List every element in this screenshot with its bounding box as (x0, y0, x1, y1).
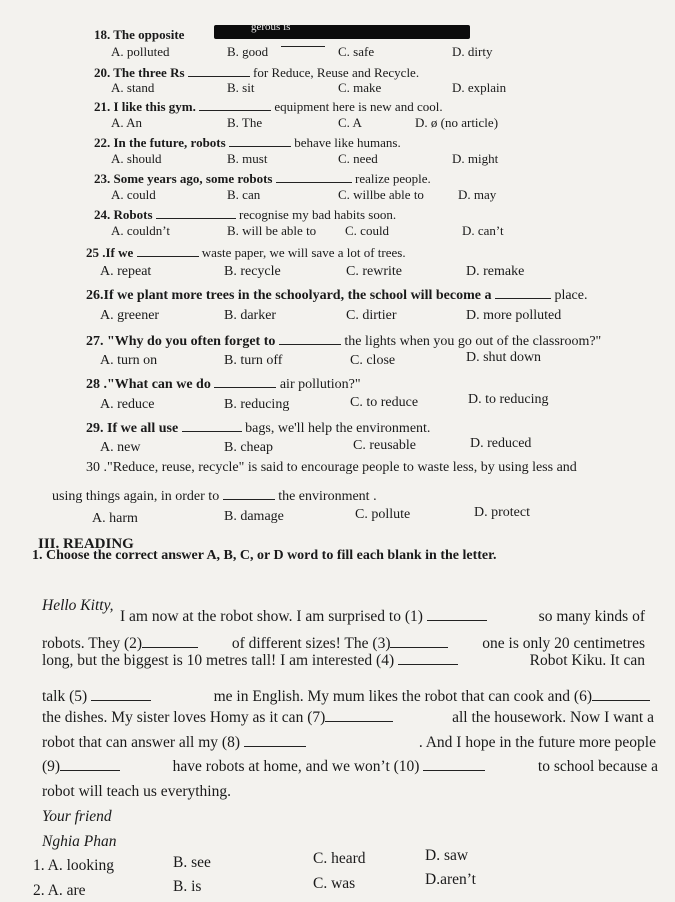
q28-option-a: A. reduce (100, 397, 155, 412)
q24-blank (156, 207, 236, 219)
letter-l4b: me in English. My mum likes the robot that can cook and (6) (213, 688, 592, 705)
letter-line-3-a (42, 653, 458, 669)
letter-l4a: talk (5) (42, 688, 88, 705)
q28-option-d: D. to reducing (468, 392, 549, 407)
q22-option-d: D. might (452, 151, 499, 166)
q29-stem-end: bags, we'll help the environment. (245, 421, 431, 436)
q23-option-a: A. could (111, 187, 156, 202)
blank-8 (244, 735, 306, 747)
blank-4 (398, 653, 458, 665)
letter-line-8: robot will teach us everything. (42, 783, 231, 800)
blank-5 (91, 689, 151, 701)
q27-option-b: B. turn off (224, 353, 283, 368)
q30-option-a: A. harm (92, 511, 138, 526)
letter-l2a: robots. They (2) (42, 635, 143, 652)
q21-stem-end: equipment here is new and cool. (274, 99, 443, 114)
q20-stem-start: 20. The three Rs (94, 65, 185, 80)
q27-option-c: C. close (350, 353, 396, 368)
blank-6 (592, 689, 650, 701)
blank-9 (60, 759, 120, 771)
letter-l5b: all the housework. Now I want a (452, 709, 654, 726)
q28-stem (86, 376, 361, 392)
letter-signature: Nghia Phan (42, 833, 117, 850)
letter-l5a: the dishes. My sister loves Homy as it can (7) (42, 709, 326, 726)
q22-stem (94, 135, 401, 149)
q29-option-c: C. reusable (353, 438, 416, 453)
q22-option-a: A. should (111, 151, 162, 166)
letter-closing: Your friend (42, 808, 112, 825)
q30-option-d: D. protect (474, 505, 530, 520)
letter-l6a: robot that can answer all my (8) (42, 734, 240, 751)
q18-option-d: D. dirty (452, 44, 493, 59)
blank-2 (142, 636, 198, 648)
q25-stem-start: 25 .If we (86, 245, 134, 260)
q22-option-b: B. must (227, 151, 268, 166)
reading-instruction: 1. Choose the correct answer A, B, C, or D word to fill each blank in the letter. (32, 548, 497, 563)
q21-blank (199, 99, 271, 111)
letter-line-4-a (42, 689, 151, 705)
q18-stem-start: 18. The opposite (94, 27, 185, 42)
letter-l7a: (9) (42, 758, 61, 775)
q28-stem-start: 28 ."What can we do (86, 377, 211, 392)
q21-stem-start: 21. I like this gym. (94, 99, 196, 114)
q22-stem-end: behave like humans. (294, 135, 401, 150)
q21-option-a: A. An (111, 115, 143, 130)
q26-stem-end: place. (554, 288, 588, 303)
letter-line-2-a (42, 636, 198, 652)
q29-option-b: B. cheap (224, 440, 273, 455)
letter-l2c: one is only 20 centimetres (482, 635, 645, 652)
letter-line-1-start (42, 609, 487, 625)
q28-blank (214, 376, 276, 388)
r1-option-b: B. see (173, 854, 211, 871)
q25-option-d: D. remake (466, 264, 525, 279)
q25-blank (137, 245, 199, 257)
q27-option-d: D. shut down (466, 350, 542, 365)
q23-stem-end: realize people. (355, 171, 431, 186)
q23-stem-start: 23. Some years ago, some robots (94, 171, 273, 186)
q30-line1 (86, 461, 577, 475)
letter-line-4 (42, 689, 650, 705)
q22-option-c: C. need (338, 151, 378, 166)
q25-option-a: A. repeat (100, 264, 152, 279)
r2-option-a: 2. A. are (33, 882, 86, 899)
q30-blank (223, 488, 275, 500)
blank-3 (390, 636, 448, 648)
q27-stem-end: the lights when you go out of the classroom?" (344, 334, 602, 349)
q21-option-b: B. The (227, 115, 263, 130)
blank-7 (325, 710, 393, 722)
q22-stem-start: 22. In the future, robots (94, 135, 226, 150)
q20-stem (94, 65, 419, 79)
q21-stem (94, 99, 443, 113)
q26-blank (495, 287, 551, 299)
section-heading: III. READING (38, 536, 134, 552)
q24-stem (94, 207, 396, 221)
q21-option-d: D. ø (no article) (415, 115, 499, 130)
q24-option-c: C. could (345, 223, 390, 238)
letter-line-6-a (42, 735, 306, 751)
q18-blank (281, 35, 325, 51)
q24-stem-start: 24. Robots (94, 207, 153, 222)
letter-line-7 (42, 759, 658, 775)
q30-option-c: C. pollute (355, 507, 411, 522)
letter-l3a: long, but the biggest is 10 metres tall! I am interested (4) (42, 652, 395, 669)
q30-line2-start: using things again, in order to (52, 489, 220, 504)
letter-l7b: have robots at home, and we won’t (10) (172, 758, 420, 775)
q24-option-a: A. couldn’t (111, 223, 170, 238)
r1-option-a: 1. A. looking (33, 857, 114, 874)
q30-line2 (52, 488, 377, 504)
letter-line-3 (42, 653, 645, 669)
letter-l6b: . And I hope in the future more people (418, 734, 656, 751)
letter-line-2-b (232, 636, 449, 652)
q27-option-a: A. turn on (100, 353, 158, 368)
q20-stem-end: for Reduce, Reuse and Recycle. (253, 65, 420, 80)
q28-option-b: B. reducing (224, 397, 290, 412)
q18-option-c: C. safe (338, 44, 375, 59)
q22-blank (229, 135, 291, 147)
r2-option-c: C. was (313, 875, 356, 892)
letter-line-2 (42, 636, 645, 652)
q18-option-a: A. polluted (111, 44, 170, 59)
q23-option-d: D. may (458, 187, 497, 202)
blank-1 (427, 609, 487, 621)
letter-line-5-a (42, 710, 393, 726)
q18-option-b: B. good (227, 44, 269, 59)
q23-option-b: B. can (227, 187, 261, 202)
q25-option-b: B. recycle (224, 264, 281, 279)
q27-stem (86, 333, 601, 349)
q23-option-c: C. willbe able to (338, 187, 424, 202)
q20-option-c: C. make (338, 80, 382, 95)
q29-option-a: A. new (100, 440, 141, 455)
q23-stem (94, 171, 431, 185)
q27-blank (279, 333, 341, 345)
q24-stem-end: recognise my bad habits soon. (239, 207, 397, 222)
q18-stem-partial: gerous is (251, 21, 291, 33)
letter-greeting: Hello Kitty, (42, 597, 114, 614)
letter-l1a: I am now at the robot show. I am surprised to (1) (120, 608, 423, 625)
letter-l2b: of different sizes! The (3) (231, 635, 391, 652)
r2-option-d: D.aren’t (425, 871, 476, 888)
q29-option-d: D. reduced (470, 436, 532, 451)
q26-stem (86, 287, 587, 303)
q29-stem-start: 29. If we all use (86, 421, 179, 436)
q20-option-d: D. explain (452, 80, 507, 95)
letter-l3b: Robot Kiku. It can (529, 652, 645, 669)
q21-option-c: C. A (338, 115, 362, 130)
q20-blank (188, 65, 250, 77)
letter-line-5 (42, 710, 654, 726)
q20-option-a: A. stand (111, 80, 155, 95)
q18-stem (94, 28, 184, 41)
q29-blank (182, 420, 242, 432)
letter-line-4-b (214, 689, 650, 705)
r1-option-d: D. saw (425, 847, 469, 864)
q29-stem (86, 420, 430, 436)
letter-line-7-b (173, 759, 486, 775)
letter-line-7-a (42, 759, 120, 775)
r2-option-b: B. is (173, 878, 202, 895)
q28-option-c: C. to reduce (350, 395, 419, 410)
r1-option-c: C. heard (313, 850, 366, 867)
q24-option-d: D. can’t (462, 223, 504, 238)
q27-stem-start: 27. "Why do you often forget to (86, 334, 276, 349)
q25-option-c: C. rewrite (346, 264, 402, 279)
q26-option-d: D. more polluted (466, 308, 562, 323)
q26-option-a: A. greener (100, 308, 160, 323)
q30-line2-end: the environment . (278, 489, 377, 504)
letter-line-1 (42, 609, 645, 625)
letter-line-6 (42, 735, 656, 751)
q26-option-c: C. dirtier (346, 308, 397, 323)
q28-stem-end: air pollution?" (279, 377, 361, 392)
q25-stem-end: waste paper, we will save a lot of trees. (201, 245, 406, 260)
q25-stem (86, 245, 406, 259)
q26-option-b: B. darker (224, 308, 277, 323)
letter-l1b: so many kinds of (538, 608, 645, 625)
q26-stem-start: 26.If we plant more trees in the schoolyard, the school will become a (86, 288, 492, 303)
blank-10 (423, 759, 485, 771)
q24-option-b: B. will be able to (227, 223, 317, 238)
q30-line1-text: 30 ."Reduce, reuse, recycle" is said to encourage people to waste less, by using less and (86, 460, 577, 475)
letter-l7c: to school because a (537, 758, 658, 775)
q23-blank (276, 171, 352, 183)
q20-option-b: B. sit (227, 80, 255, 95)
q30-option-b: B. damage (224, 509, 284, 524)
